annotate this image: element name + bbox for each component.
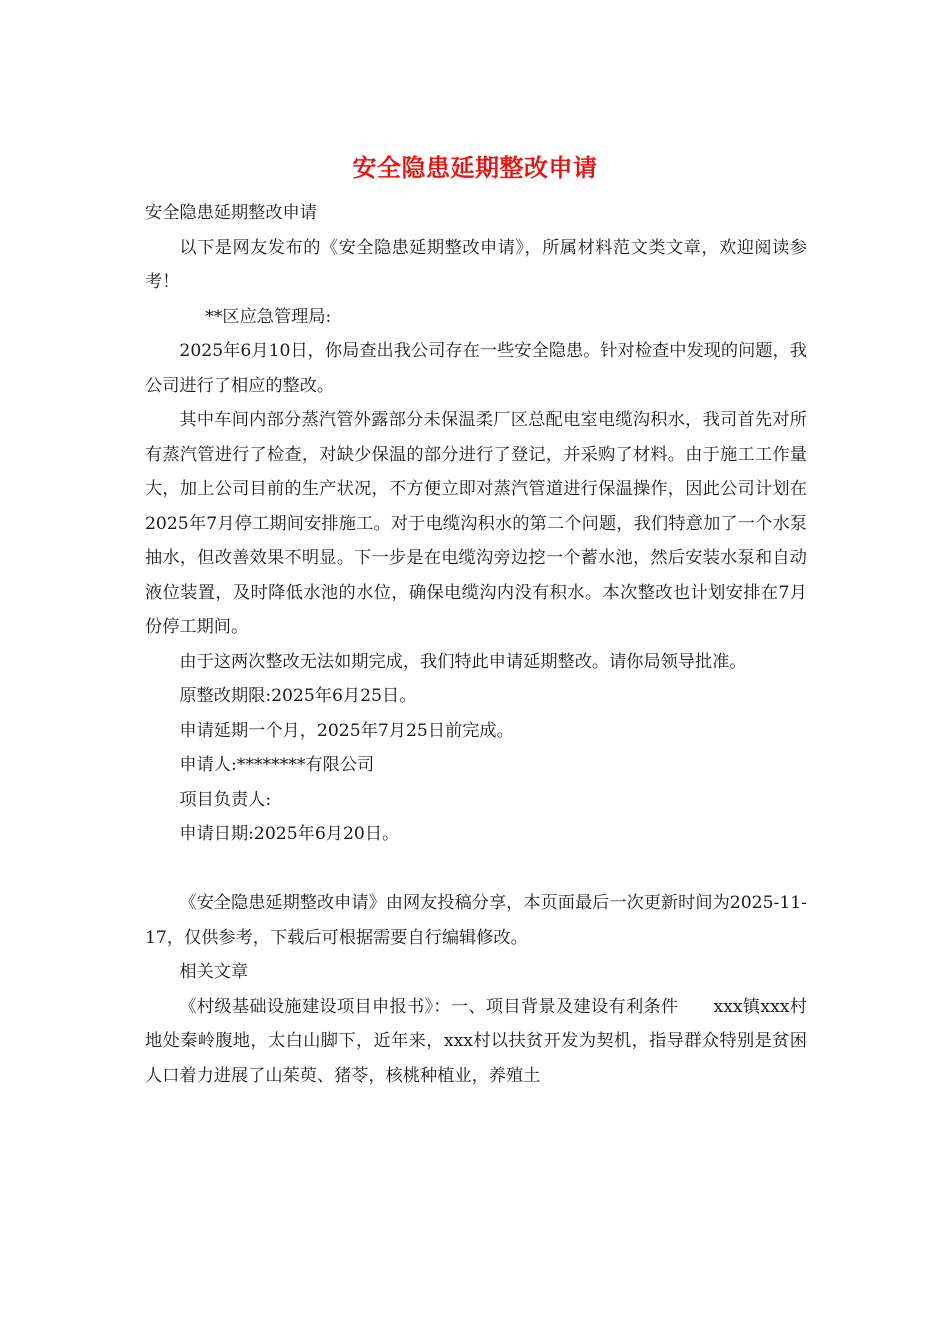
document-body (145, 196, 807, 1093)
document-subtitle: 安全隐患延期整改申请 (145, 203, 317, 223)
original-deadline-line: 原整改期限:2025年6月25日。 (179, 686, 417, 706)
related-article-excerpt[interactable]: 《村级基础设施建设项目申报书》：一、项目背景及建设有利条件 xxx镇xxx村地处秦岭腹地，太白山脚下，近年来，xxx村以扶贫开发为契机，指导群众特别是贫困人口着力进展了山茱萸、猪苓，核桃种植业，养殖土 (145, 996, 807, 1086)
paragraph-rectification-details: 其中车间内部分蒸汽管外露部分未保温柔厂区总配电室电缆沟积水，我司首先对所有蒸汽管进行了检查，对缺少保温的部分进行了登记，并采购了材料。由于施工工作量大，加上公司目前的生产状况，不方便立即对蒸汽管道进行保温操作，因此公司计划在2025年7月停工期间安排施工。对于电缆沟积水的第二个问题，我们特意加了一个水泵抽水，但改善效果不明显。下一步是在电缆沟旁边挖一个蓄水池，然后安装水泵和自动液位装置，及时降低水池的水位，确保电缆沟内没有积水。本次整改也计划安排在7月份停工期间。 (145, 410, 807, 637)
section-spacer (145, 852, 807, 887)
document-title: 安全隐患延期整改申请 (352, 153, 598, 182)
related-articles-heading: 相关文章 (179, 962, 249, 982)
extension-line: 申请延期一个月，2025年7月25日前完成。 (179, 720, 514, 741)
applicant-line: 申请人:********有限公司 (179, 755, 375, 775)
paragraph-inspection: 2025年6月10日，你局查出我公司存在一些安全隐患。针对检查中发现的问题，我公司进行了相应的整改。 (145, 341, 807, 396)
footer-note: 《安全隐患延期整改申请》由网友投稿分享，本页面最后一次更新时间为2025-11-17，仅供参考，下载后可根据需要自行编辑修改。 (145, 893, 807, 948)
addressee-line: **区应急管理局: (205, 306, 332, 327)
intro-paragraph: 以下是网友发布的《安全隐患延期整改申请》，所属材料范文类文章，欢迎阅读参考！ (145, 237, 807, 292)
project-lead-line: 项目负责人: (179, 789, 272, 810)
apply-date-line: 申请日期:2025年6月20日。 (179, 824, 400, 844)
paragraph-extension-request: 由于这两次整改无法如期完成，我们特此申请延期整改。请你局领导批准。 (179, 651, 747, 672)
